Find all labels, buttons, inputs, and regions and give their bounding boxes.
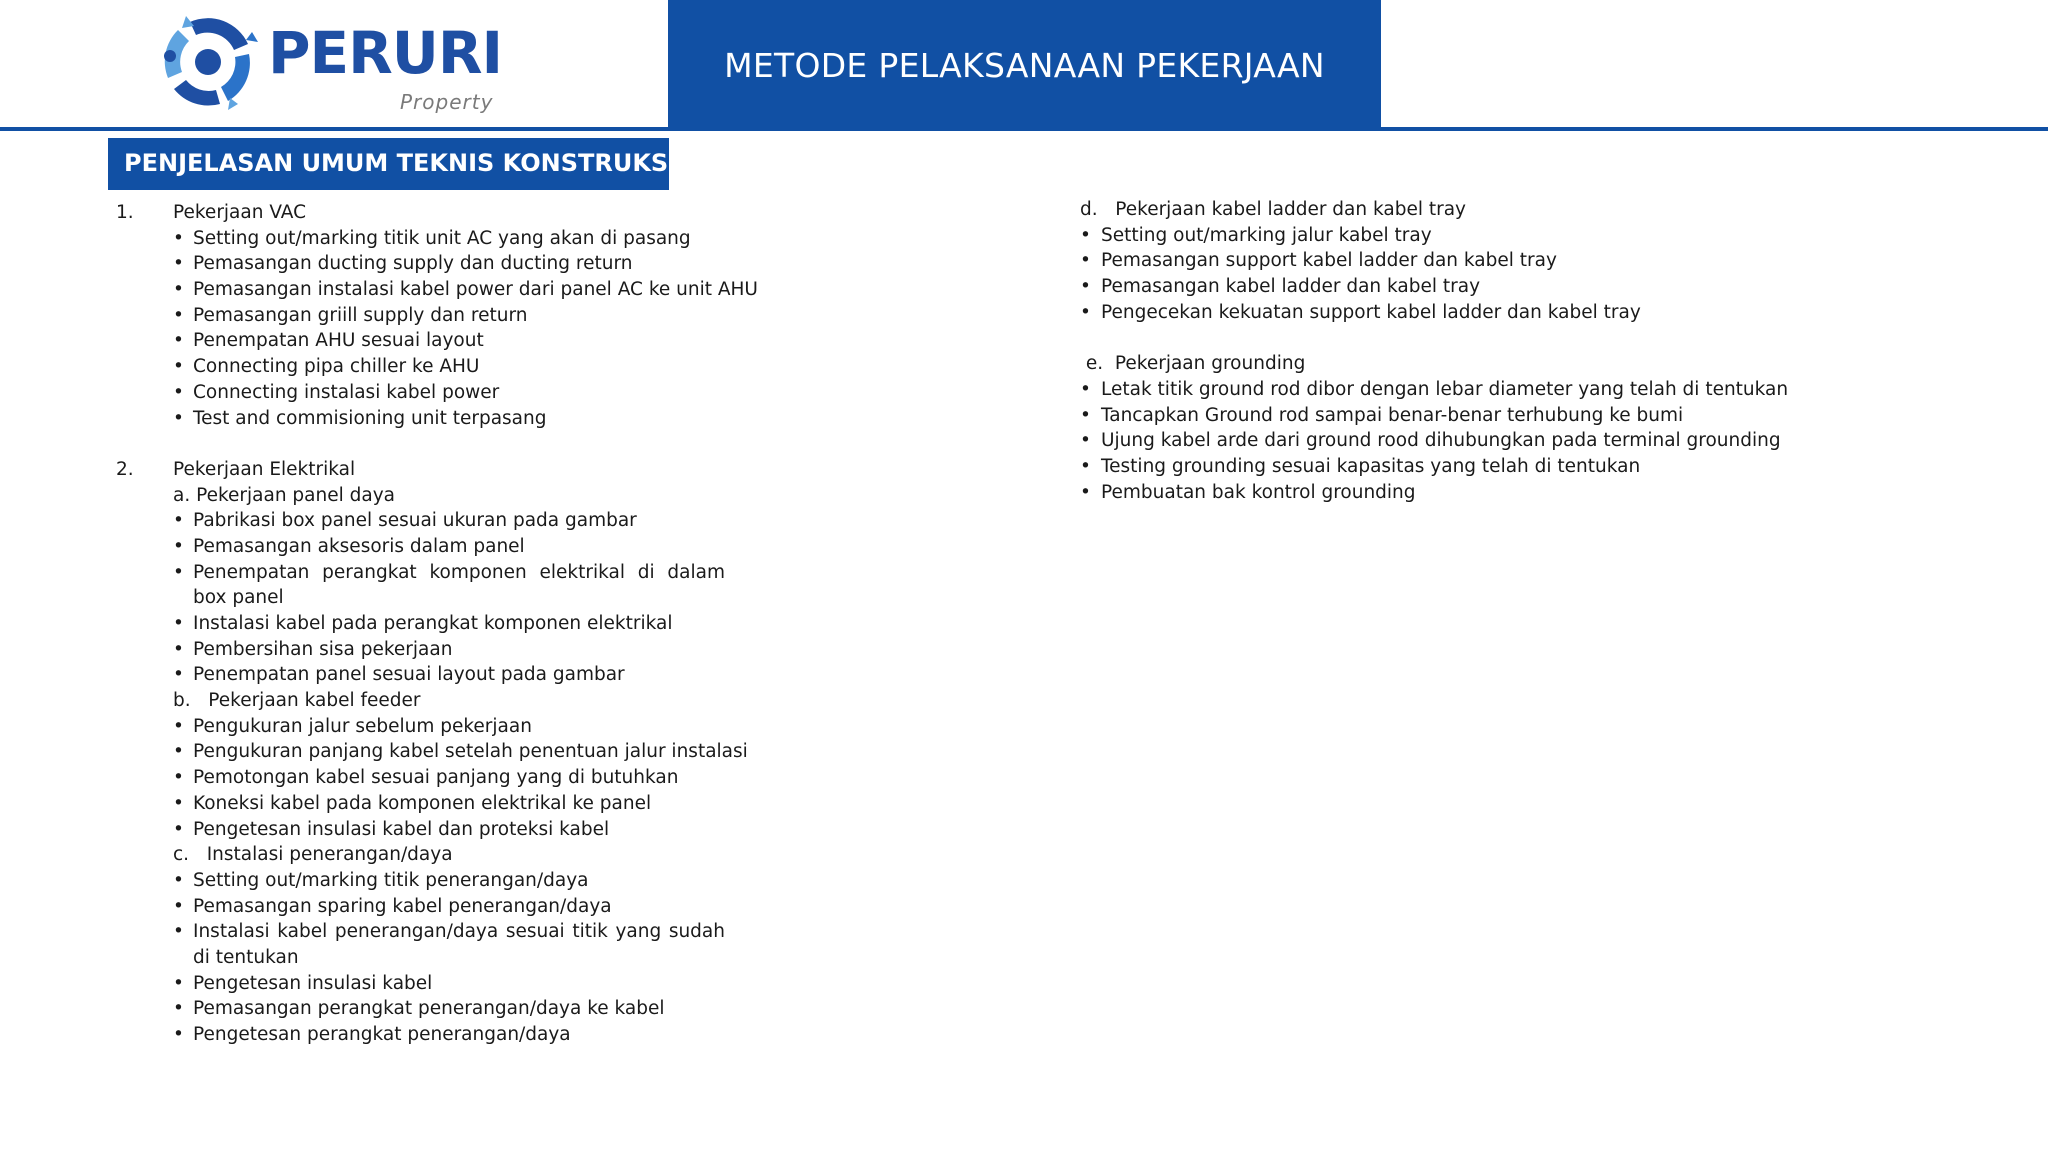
bullet-icon: • [1080,430,1091,452]
spacer [116,431,736,457]
list-item: Connecting pipa chiller ke AHU [193,356,480,378]
list-item: Tancapkan Ground rod sampai benar-benar terhubung ke bumi [1101,404,1684,426]
item-title: Pekerjaan Elektrikal [173,458,356,480]
list-item: Pembersihan sisa pekerjaan [193,638,453,660]
bullet-icon: • [173,613,184,635]
bullet-icon: • [173,895,184,917]
list-item: Pemasangan support kabel ladder dan kabel tray [1101,250,1557,272]
bullet-icon: • [173,407,184,429]
list-item: Pengetesan perangkat penerangan/daya [193,1024,571,1046]
sub-heading: e. Pekerjaan grounding [1080,353,1306,375]
bullet-icon: • [173,381,184,403]
list-item: Pabrikasi box panel sesuai ukuran pada gambar [193,510,637,532]
list-item: Pemasangan aksesoris dalam panel [193,535,525,557]
bullet-icon: • [173,664,184,686]
list-item: Pemotongan kabel sesuai panjang yang di butuhkan [193,767,679,789]
list-item: Pengecekan kekuatan support kabel ladder dan kabel tray [1101,301,1641,323]
bullet-icon: • [173,921,184,943]
bullet-icon: • [173,510,184,532]
bullet-icon: • [1080,224,1091,246]
list-number: 1. [116,202,134,223]
bullet-icon: • [173,330,184,352]
item-title: Pekerjaan VAC [173,202,307,223]
list-item: Penempatan panel sesuai layout pada gambar [193,664,625,686]
list-item: Pemasangan ducting supply dan ducting return [193,253,633,275]
right-column [1080,197,1789,505]
peruri-logo [160,10,520,120]
list-item: Koneksi kabel pada komponen elektrikal ke panel [193,792,652,814]
left-column [116,200,758,1048]
sub-heading: d. Pekerjaan kabel ladder dan kabel tray [1080,199,1467,220]
spacer [1080,325,1780,351]
bullet-icon: • [173,715,184,737]
list-item: Setting out/marking jalur kabel tray [1101,224,1432,246]
list-item: Penempatan perangkat komponen elektrikal di dalam box panel [193,561,725,609]
bullet-icon: • [173,767,184,789]
list-item-heading [116,457,736,483]
list-item: Pembuatan bak kontrol grounding [1101,481,1416,503]
section-title: PENJELASAN UMUM TEKNIS KONSTRUKSI [124,149,678,177]
bullet-icon: • [1080,276,1091,298]
bullet-icon: • [173,253,184,275]
bullet-icon: • [173,356,184,378]
list-item: Penempatan AHU sesuai layout [193,330,484,352]
list-item: Pengukuran jalur sebelum pekerjaan [193,715,532,737]
list-item: Pemasangan kabel ladder dan kabel tray [1101,276,1481,298]
bullet-icon: • [1080,301,1091,323]
bullet-icon: • [1080,378,1091,400]
list-item: Pemasangan perangkat penerangan/daya ke kabel [193,998,665,1020]
list-item: Connecting instalasi kabel power [193,381,500,403]
bullet-icon: • [173,818,184,840]
list-item: Setting out/marking titik penerangan/daya [193,869,589,891]
bullet-icon: • [173,304,184,326]
header-divider [0,127,2048,131]
sub-heading: b. Pekerjaan kabel feeder [173,690,421,712]
list-item: Pengukuran panjang kabel setelah penentuan jalur instalasi [193,741,748,763]
list-item: Pengetesan insulasi kabel [193,972,433,994]
bullet-icon: • [1080,404,1091,426]
section-heading-box [108,138,678,190]
list-item: Test and commisioning unit terpasang [193,407,547,429]
list-item: Pemasangan griill supply dan return [193,304,528,326]
bullet-icon: • [173,561,184,583]
list-item: Ujung kabel arde dari ground rood dihubungkan pada terminal grounding [1101,430,1781,452]
slide-title: METODE PELAKSANAAN PEKERJAAN [724,46,1325,85]
list-item: Instalasi kabel pada perangkat komponen elektrikal [193,613,673,635]
list-number: 2. [116,458,134,480]
list-item: Testing grounding sesuai kapasitas yang telah di tentukan [1101,455,1641,477]
list-item: Pemasangan sparing kabel penerangan/daya [193,895,612,917]
bullet-icon: • [173,638,184,660]
bullet-icon: • [173,535,184,557]
bullet-icon: • [173,972,184,994]
sub-heading: a. Pekerjaan panel daya [173,484,396,506]
logo-subtitle: Property [400,90,494,114]
list-item: Instalasi kabel penerangan/daya sesuai titik yang sudah di tentukan [193,921,725,968]
list-item: Letak titik ground rod dibor dengan lebar diameter yang telah di tentukan [1101,378,1789,400]
bullet-icon: • [173,1024,184,1046]
bullet-icon: • [1080,455,1091,477]
bullet-icon: • [173,279,184,301]
bullet-icon: • [1080,250,1091,272]
list-item: Pemasangan instalasi kabel power dari panel AC ke unit AHU [193,279,758,301]
bullet-icon: • [173,792,184,814]
list-item: Setting out/marking titik unit AC yang akan di pasang [193,227,691,249]
bullet-icon: • [173,227,184,249]
sub-heading: c. Instalasi penerangan/daya [173,844,453,866]
bullet-icon: • [1080,481,1091,503]
list-item: Pengetesan insulasi kabel dan proteksi kabel [193,818,610,840]
peruri-emblem-icon [160,10,260,114]
bullet-icon: • [173,869,184,891]
header-banner [668,0,1381,128]
bullet-icon: • [173,741,184,763]
list-item-heading [116,200,736,226]
logo-wordmark: PERURI [268,19,503,87]
bullet-icon: • [173,998,184,1020]
